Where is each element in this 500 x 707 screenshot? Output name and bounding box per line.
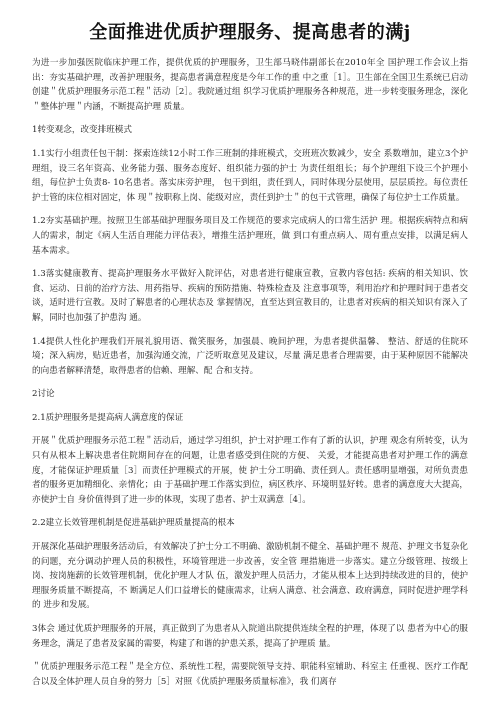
paragraph-3: 3体会 通过优质护理服务的开展，真正做到了为患者从入院道出院提供连续全程的护理，体现了以 患者为中心的服务理念，满足了患者及家属的需要，构建了和谐的护患关系，提高了护理质 量。 <box>32 624 468 649</box>
paragraph-intro: 为进一步加强医院临床护理工作，提供优质的护理服务，卫生部马晓伟副部长在2010年全 国护理工作会议上指出：夯实基础护理，改善护理服务，提高患者满意程度是今年工作的重 中之重［1］。卫生部在全国卫生系统已启动创建＂优质护理服务示范工程＂活动［2］。我院通过组 织学习优质护理服务各种规范，进一步转变服务理念，深化＂整体护理＂内涵，不断提高护理 质量。 <box>32 58 468 112</box>
subsection-heading-2-2: 2.2建立长效管理机制是促进基础护理质量提高的根本 <box>32 518 235 529</box>
paragraph-1-1: 1.1实行小组责任包干制：探索连续12小时工作三班制的排班模式，交班班次数减少，安全 系数增加，建立3个护理组，设三名年资高、业务能力强、服务态度好、组织能力强的护士 为责任组组长；每个护理组下设三个护理小组，每位护士负责8- 10名患者。落实床旁护理， 包干到组，责任到人，同时体现分层使用，层层质控。每位责任护士管的床位相对固定，体 现＂按职称上岗、能级对应，责任到护士＂的包干式管理，确保了每位护士工作质量。 <box>32 148 468 203</box>
section-heading-1: 1转变观念，改变排班模式 <box>32 125 132 136</box>
paragraph-2-1: 开展＂优质护理服务示范工程＂活动后，通过学习组织，护士对护理工作有了新的认识，护理 观念有所转变，认为只有从根本上解决患者住院期间存在的问题，让患者感受到住院的方便、 关爱，才能提高患者对护理工作的满意度，才能保证护理质量［3］而责任护理模式的开展，使 护士分工明确、责任到人。责任感明显增强，对所负责患者的服务更加精细化、亲情化；由 于基础护理工作落实到位，病区秩序、环境明显好转。患者的满意度大大提高，亦使护士自 身价值得到了进一步的体现，实现了患者、护士双满意［4］。 <box>32 436 468 505</box>
paragraph-2-2: 开展深化基础护理服务活动后，有效解决了护士分工不明确、激励机制不健全、基础护理不 规范、护理文书复杂化的问题，充分调动护理人员的积极性，环境管理进一步改善，安全管 理措施进一步落实。建立分级管理、按级上岗、按岗施薪的长效管理机制，优化护理人才队 伍，激发护理人员活力，才能从根本上达到持续改进的目的，使护理服务质量不断提高，不 断满足人们口益增长的健康需求，让病人满意、社会满意、政府满意，同时促进护理学科的 进步和发展。 <box>32 542 468 611</box>
section-heading-2: 2讨论 <box>32 389 55 400</box>
paragraph-3-cont: ＂优质护理服务示范工程＂是全方位、系统性工程，需要院领导支持、职能科室辅助、科室主 任重视、医疗工作配合以及全体护理人员自身的努力［5］对照《优质护理服务质量标准》，我 们离存 <box>32 662 468 687</box>
subsection-heading-2-1: 2.1质护理服务是提高病人满意度的保证 <box>32 412 184 423</box>
paragraph-1-3: 1.3落实健康教育、提高护理服务水平做好入院评估，对患者进行健康宣教，宣教内容包括: 疾病的相关知识、饮食、运动、日前的治疗方法、用药指导、疾病的预防措施、特殊检查及 注意事项等，利用治疗和护理时间于患者交谈，适时进行宣教。及时了解患者的心理状态及 掌握情况，直至达到宣教目的，让患者对疾病的相关知识有深入了解，同时也加强了护患沟 通。 <box>32 269 468 323</box>
paragraph-1-2: 1.2夯实基础护理。按照卫生部基础护理服务项目及工作规范的要求完成病人的口常生活护 理。根据疾病特点和病人的需求，制定《病人生活自理能力评估表》，增推生活护理班，做 到口有重点病人、周有重点安排，以满足病人基本需求。 <box>32 216 468 256</box>
document-title: 全面推进优质护理服务、提高患者的满j <box>89 22 411 43</box>
paragraph-1-4: 1.4提供人性化护理我们开展礼貌用语、微笑服务，加强晨、晚间护理，为患者提供温馨、 整洁、舒适的住院环境；深入病房，贴近患者，加强沟通交流，广泛听取意见及建议，尽量 满足患者合理需要，由于某种原因不能解决的向患者解释清楚，取得患者的信赖、理解、配 合和支持。 <box>32 336 468 376</box>
